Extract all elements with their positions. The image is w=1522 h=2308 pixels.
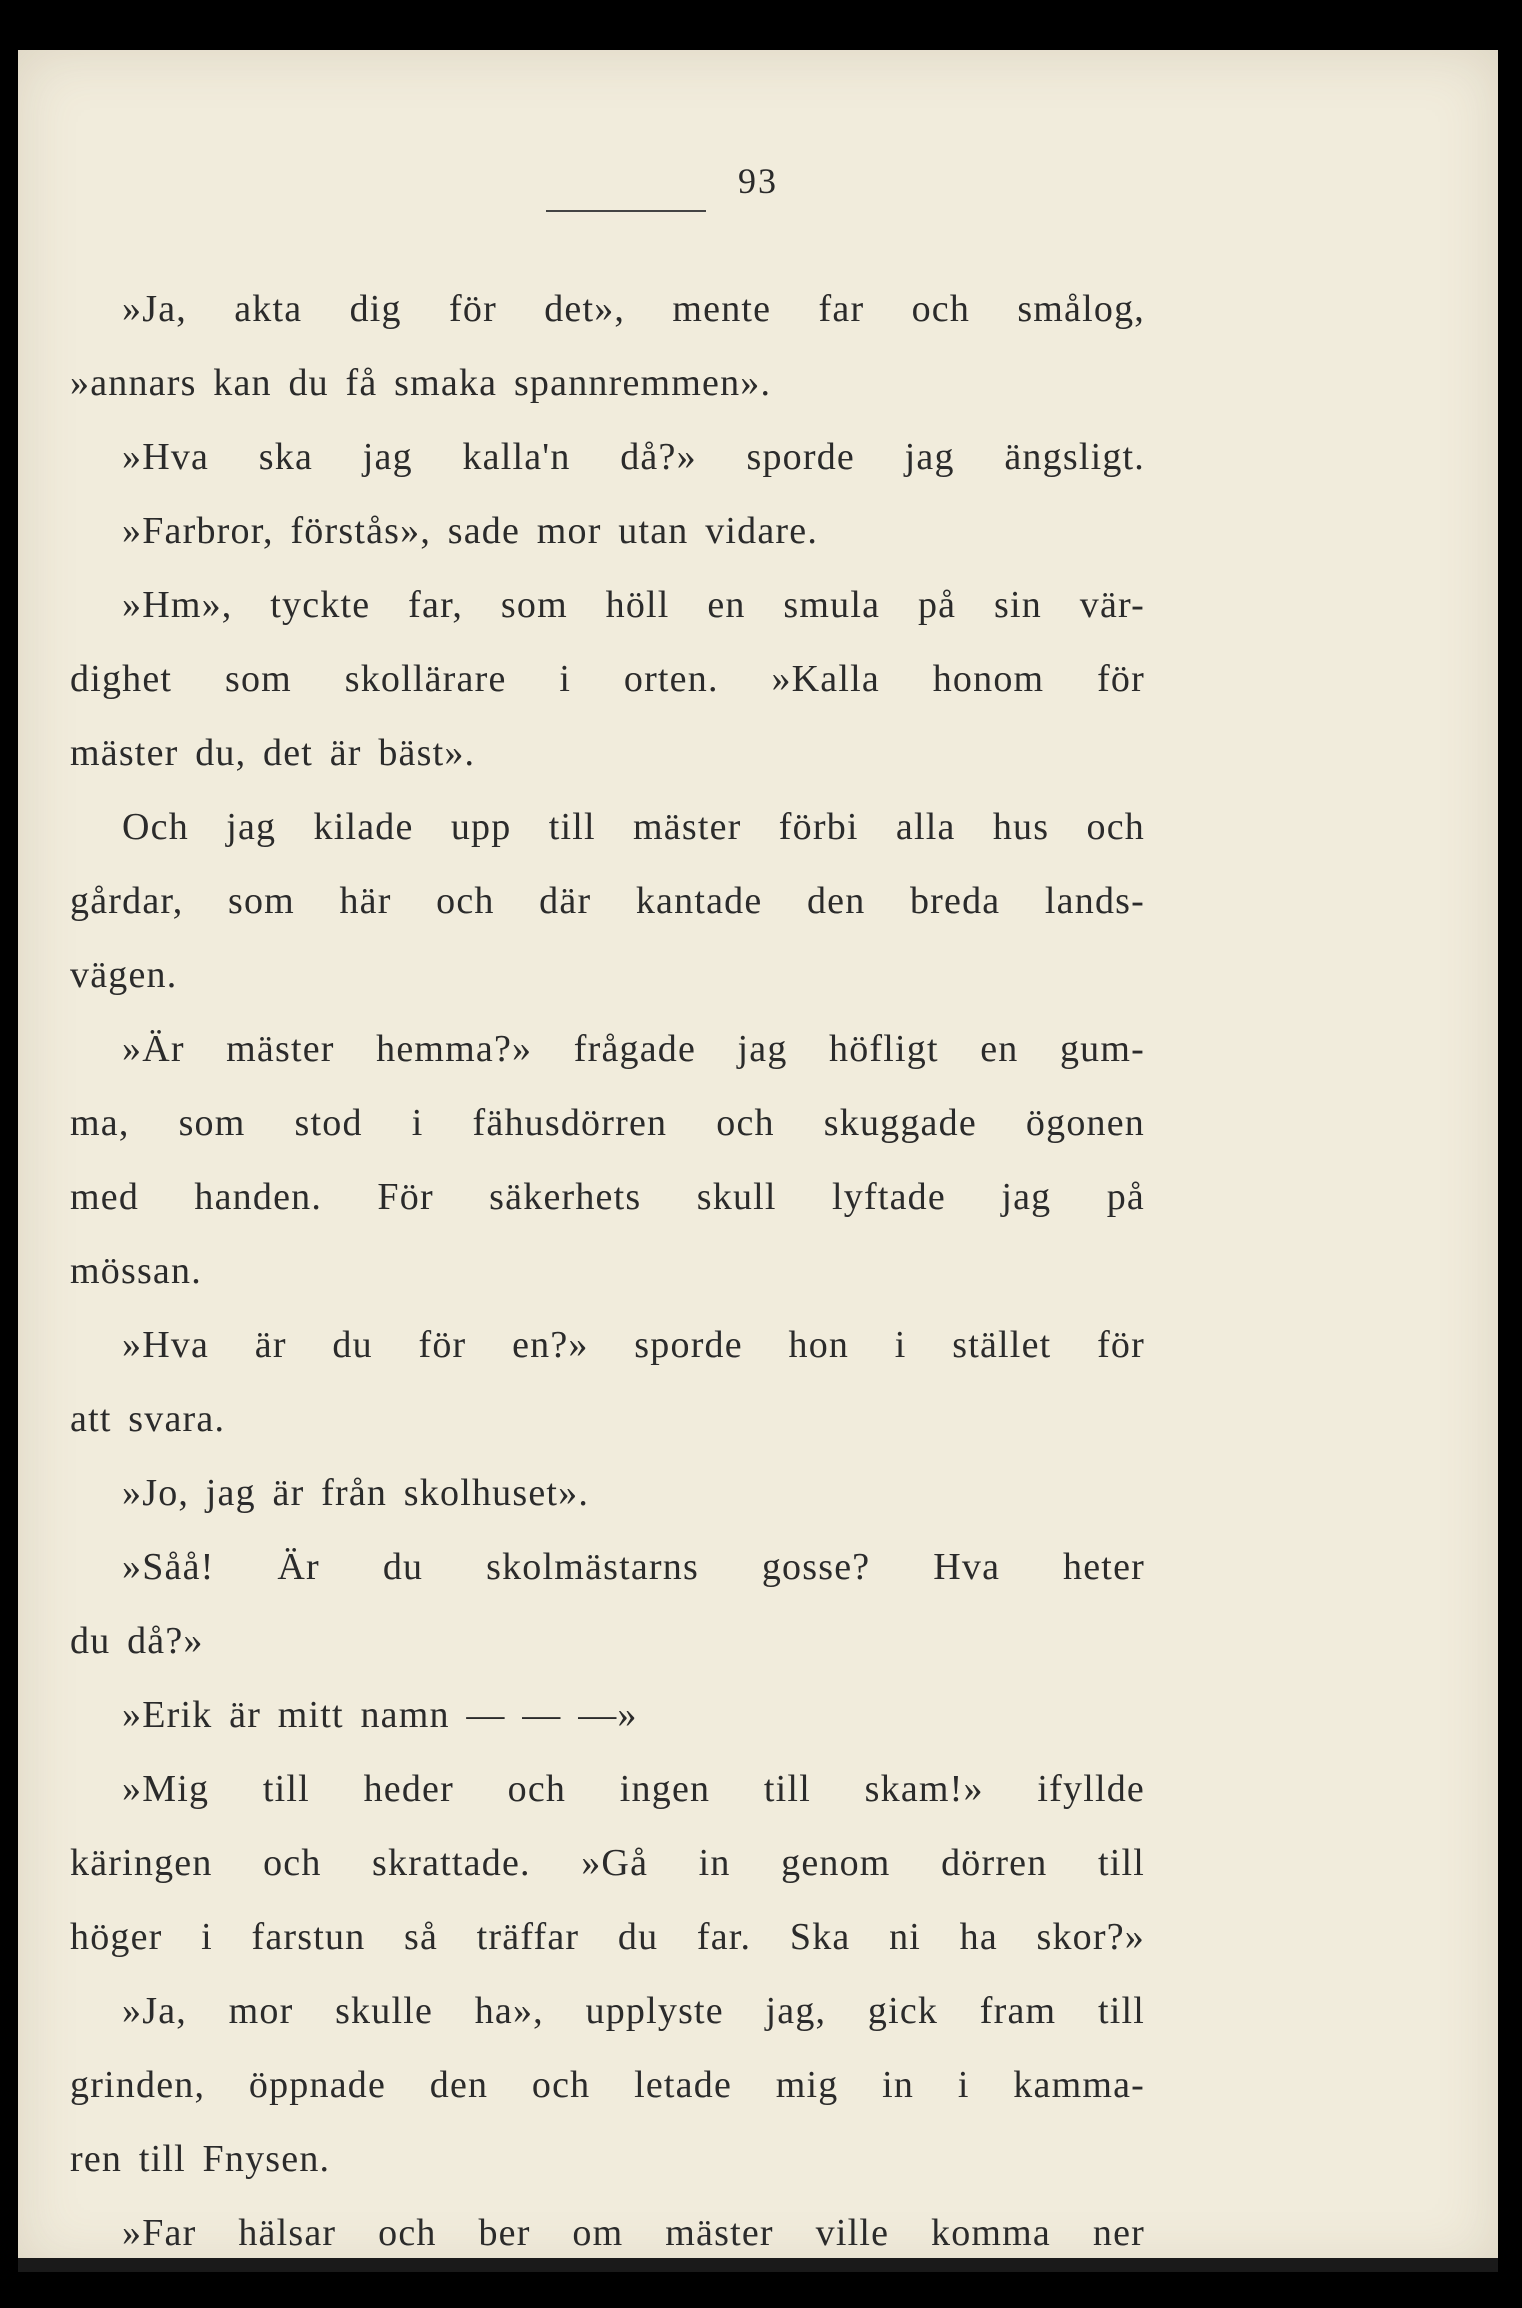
text-line: ma, som stod i fähusdörren och skuggade ögonen [70, 1102, 1145, 1144]
text-line: »Hva är du för en?» sporde hon i stället för [122, 1324, 1145, 1366]
text-line: mössan. [70, 1250, 202, 1292]
text-line: gårdar, som här och där kantade den breda lands- [70, 880, 1145, 922]
text-line: med handen. För säkerhets skull lyftade jag på [70, 1176, 1145, 1218]
text-line: »Såå! Är du skolmästarns gosse? Hva heter [122, 1546, 1145, 1588]
text-line: »Far hälsar och ber om mäster ville komma ner [122, 2212, 1145, 2254]
text-line: »annars kan du få smaka spannremmen». [70, 362, 772, 404]
text-line: »Ja, akta dig för det», mente far och smålog, [122, 288, 1145, 330]
text-line: »Jo, jag är från skolhuset». [122, 1472, 590, 1514]
book-page [18, 50, 1498, 2270]
text-line: »Erik är mitt namn — — —» [122, 1694, 638, 1736]
text-line: »Mig till heder och ingen till skam!» ifyllde [122, 1768, 1145, 1810]
text-line: »Farbror, förstås», sade mor utan vidare. [122, 510, 819, 552]
text-line: »Hva ska jag kalla'n då?» sporde jag ängsligt. [122, 436, 1145, 478]
text-line: att svara. [70, 1398, 226, 1440]
page-number: 93 [738, 161, 778, 201]
text-line: käringen och skrattade. »Gå in genom dörren till [70, 1842, 1145, 1884]
text-line: ren till Fnysen. [70, 2138, 331, 2180]
page-number-rule [546, 210, 706, 212]
text-line: Och jag kilade upp till mäster förbi alla hus och [122, 806, 1145, 848]
text-line: du då?» [70, 1620, 204, 1662]
text-line: dighet som skollärare i orten. »Kalla honom för [70, 658, 1145, 700]
text-line: vägen. [70, 954, 178, 996]
text-line: grinden, öppnade den och letade mig in i kamma- [70, 2064, 1145, 2106]
text-line: »Hm», tyckte far, som höll en smula på sin vär- [122, 584, 1145, 626]
text-line: mäster du, det är bäst». [70, 732, 476, 774]
text-line: »Ja, mor skulle ha», upplyste jag, gick fram till [122, 1990, 1145, 2032]
body-text [70, 272, 1145, 2270]
text-line: »Är mäster hemma?» frågade jag höfligt en gum- [122, 1028, 1145, 1070]
text-line: höger i farstun så träffar du far. Ska ni ha skor?» [70, 1916, 1145, 1958]
page-bottom-edge [18, 2258, 1498, 2272]
